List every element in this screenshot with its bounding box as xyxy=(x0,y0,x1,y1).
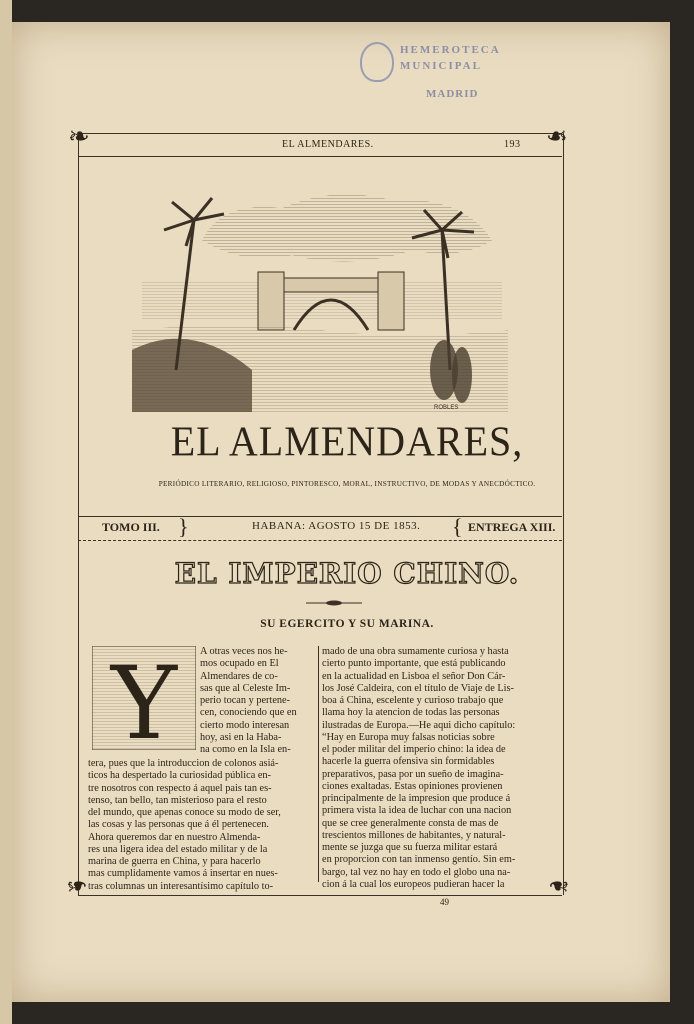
text-line: las cosas y las personas que á él pertenecen. xyxy=(88,819,269,831)
dateline-date: HABANA: AGOSTO 15 DE 1853. xyxy=(252,520,421,532)
text-line: mas cumplidamente vamos á insertar en nues- xyxy=(88,868,278,880)
text-line: los José Caldeira, con el título de Viaje de Lis- xyxy=(322,682,514,694)
text-line: tenso, tan bello, tan misterioso para el resto xyxy=(88,794,267,806)
frame-bottom-rule xyxy=(78,895,562,896)
engraving-illustration xyxy=(132,180,508,412)
text-line: trescientos millones de habitantes, y natural- xyxy=(322,829,506,841)
library-stamp xyxy=(360,40,500,110)
text-line: preparativos, pasa por un sueño de imagina- xyxy=(322,768,504,780)
engraver-signature: ROBLES xyxy=(434,405,459,411)
text-line: primera vista la idea de luchar con una nacion xyxy=(322,805,512,817)
text-line: tre nosotros con respecto á aquel pais tan es- xyxy=(88,782,272,794)
stamp-line-3: MADRID xyxy=(426,88,479,100)
text-line: ticos ha despertado la curiosidad pública en- xyxy=(88,770,271,782)
separator-ornament-icon xyxy=(306,600,362,606)
dropcap-letter: Y xyxy=(110,646,178,750)
article-column-left-top xyxy=(200,646,314,756)
running-title: EL ALMENDARES. xyxy=(282,139,374,150)
text-line: principalmente de la impresion que produce á xyxy=(322,793,511,804)
brace-ornament-icon: } xyxy=(178,514,189,539)
text-line: el poder militar del imperio chino: la idea de xyxy=(322,744,506,755)
dateline-bottom-rule xyxy=(78,540,562,541)
text-line: sas que al Celeste Im- xyxy=(200,682,291,694)
binding-edge xyxy=(0,0,12,1024)
article-headline: EL IMPERIO CHINO. xyxy=(174,557,520,590)
corner-ornament-icon: ❧ xyxy=(66,871,88,900)
text-line: “Hay en Europa muy falsas noticias sobre xyxy=(322,731,495,743)
frame-top-rule xyxy=(78,133,562,134)
text-line: perio tocan y pertene- xyxy=(200,695,291,706)
text-line: bargo, tal vez no hay en todo el globo una na- xyxy=(322,866,511,878)
corner-ornament-icon: ❧ xyxy=(546,122,568,151)
text-line: boa á China, escelente y curioso trabajo que xyxy=(322,695,504,706)
text-line: A otras veces nos he- xyxy=(200,646,288,657)
text-line: hacerle la guerra ofensiva sin formidables xyxy=(322,756,495,768)
text-line: del mundo, que apenas conoce su modo de ser, xyxy=(88,807,281,818)
text-line: ciones exaltadas. Estas opiniones provienen xyxy=(322,780,503,792)
text-line: cen, conociendo que en xyxy=(200,707,297,719)
column-divider xyxy=(318,646,319,882)
text-line: Almendares de co- xyxy=(200,670,278,682)
text-line: en la actualidad en Lisboa el señor Don Cár- xyxy=(322,670,506,682)
text-line: mado de una obra sumamente curiosa y hasta xyxy=(322,646,509,657)
text-line: marina de guerra en China, y para hacerlo xyxy=(88,856,261,867)
corner-ornament-icon: ❧ xyxy=(68,122,90,151)
signature-mark: 49 xyxy=(440,897,449,907)
text-line: tras columnas un interesantísimo capítulo to- xyxy=(88,880,274,892)
text-line: ilustradas de Europa.—He aqui dicho capítulo: xyxy=(322,719,516,731)
text-line: mos ocupado en El xyxy=(200,658,279,670)
header-rule xyxy=(78,156,562,157)
text-line: que se cree generalmente consta de mas de xyxy=(322,817,499,829)
article-column-left xyxy=(88,758,314,893)
dateline-entrega: ENTREGA XIII. xyxy=(468,520,556,534)
article-subheadline: SU EGERCITO Y SU MARINA. xyxy=(260,618,434,630)
masthead-title: EL ALMENDARES, xyxy=(170,417,524,466)
text-line: Ahora queremos dar en nuestro Almenda- xyxy=(88,831,261,843)
dateline-tomo: TOMO III. xyxy=(102,520,160,534)
dropcap-illustration xyxy=(92,646,196,750)
brace-ornament-icon: { xyxy=(452,514,463,539)
text-line: en proporcion con tan inmenso gentío. Sin em- xyxy=(322,854,516,866)
corner-ornament-icon: ❧ xyxy=(548,871,570,900)
stamp-seal-icon xyxy=(360,42,394,82)
text-line: tera, pues que la introduccion de colonos asiá- xyxy=(88,758,279,769)
stamp-line-1: HEMEROTECA xyxy=(400,44,501,56)
article-column-right xyxy=(322,646,548,891)
text-line: cierto modo interesan xyxy=(200,719,290,731)
dateline-top-rule xyxy=(78,516,562,517)
text-line: na como en la Isla en- xyxy=(200,744,291,755)
text-line: mente se juzga que su fuerza militar estará xyxy=(322,842,498,853)
text-line: llama hoy la atencion de todas las personas xyxy=(322,707,500,719)
masthead-subtitle: PERIÓDICO LITERARIO, RELIGIOSO, PINTORESCO, MORAL, INSTRUCTIVO, DE MODAS Y ANECDÓCTICO. xyxy=(158,480,536,488)
text-line: cierto punto importante, que está publicando xyxy=(322,658,506,670)
page-number: 193 xyxy=(504,139,521,150)
text-line: hoy, asi en la Haba- xyxy=(200,731,282,743)
text-line: res una ligera idea del estado militar y de la xyxy=(88,843,268,855)
stamp-line-2: MUNICIPAL xyxy=(400,60,482,72)
text-line: cion á la cual los europeos pudieran hacer la xyxy=(322,878,505,890)
